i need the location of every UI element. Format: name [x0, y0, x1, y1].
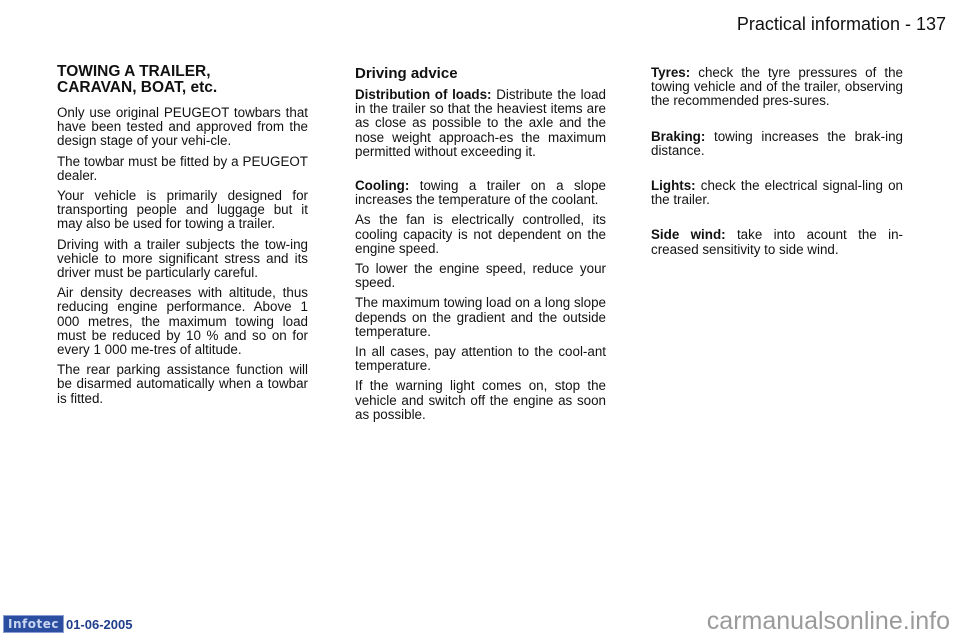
cooling-paragraph: [355, 179, 606, 207]
distribution-paragraph: [355, 88, 606, 159]
paragraph: Only use original PEUGEOT towbars that have been tested and approved from the design stage of your vehi-cle.: [57, 105, 308, 149]
paragraph: The maximum towing load on a long slope depends on the gradient and the outside temperature.: [355, 295, 606, 339]
infotec-badge: Infotec: [3, 615, 64, 633]
braking-text: towing increases the brak-ing distance.: [651, 128, 903, 158]
column-driving-advice: [355, 66, 606, 428]
paragraph: Air density decreases with altitude, thus reducing engine performance. Above 1 000 metres, the maximum towing load must be reduced by 10 % and so on for every 1 000 me-tres of altitude.: [57, 285, 308, 358]
side-wind-paragraph: [651, 228, 903, 256]
side-wind-text: take into acount the in-creased sensitivity to side wind.: [651, 227, 903, 257]
driving-advice-heading: Driving advice: [355, 65, 458, 82]
section-title: [57, 64, 308, 96]
paragraph: The towbar must be fitted by a PEUGEOT dealer.: [57, 153, 308, 183]
footer-left: [3, 615, 132, 633]
lights-label: Lights:: [651, 178, 696, 194]
distribution-label: Distribution of loads:: [355, 87, 492, 102]
lights-text: check the electrical signal-ling on the trailer.: [651, 178, 903, 208]
tyres-paragraph: [651, 66, 903, 109]
title-line-1: TOWING A TRAILER,: [57, 63, 211, 80]
paragraph: To lower the engine speed, reduce your speed.: [355, 261, 606, 291]
paragraph: If the warning light comes on, stop the vehicle and switch off the engine as soon as possible.: [355, 378, 606, 422]
page-header: Practical information - 137: [736, 14, 946, 34]
tyres-text: check the tyre pressures of the towing vehicle and of the trailer, observing the recommended pres-sures.: [651, 65, 903, 109]
cooling-text: towing a trailer on a slope increases the temperature of the coolant.: [355, 178, 606, 208]
column-towing-trailer: [57, 64, 308, 412]
side-wind-label: Side wind:: [651, 227, 726, 243]
paragraph: The rear parking assistance function will be disarmed automatically when a towbar is fitted.: [57, 362, 308, 406]
cooling-label: Cooling:: [355, 178, 410, 194]
paragraph: As the fan is electrically controlled, its cooling capacity is not dependent on the engine speed.: [355, 212, 606, 256]
paragraph: Your vehicle is primarily designed for transporting people and luggage but it may also be used for towing a trailer.: [57, 188, 308, 232]
column-checks: [651, 66, 903, 263]
paragraph: In all cases, pay attention to the cool-ant temperature.: [355, 344, 606, 374]
watermark: carmanualsonline.info: [706, 607, 950, 635]
title-line-2: CARAVAN, BOAT, etc.: [57, 79, 218, 96]
lights-paragraph: [651, 179, 903, 207]
braking-paragraph: [651, 130, 903, 158]
distribution-text: Distribute the load in the trailer so that the heaviest items are as close as possible to the axle and the nose weight approach-es the maximum permitted without exceeding it.: [355, 87, 607, 159]
tyres-label: Tyres:: [651, 65, 691, 80]
paragraph: Driving with a trailer subjects the tow-ing vehicle to more significant stress and its driver must be particularly careful.: [57, 236, 308, 281]
braking-label: Braking:: [651, 128, 706, 144]
footer-date: 01-06-2005: [65, 616, 133, 632]
